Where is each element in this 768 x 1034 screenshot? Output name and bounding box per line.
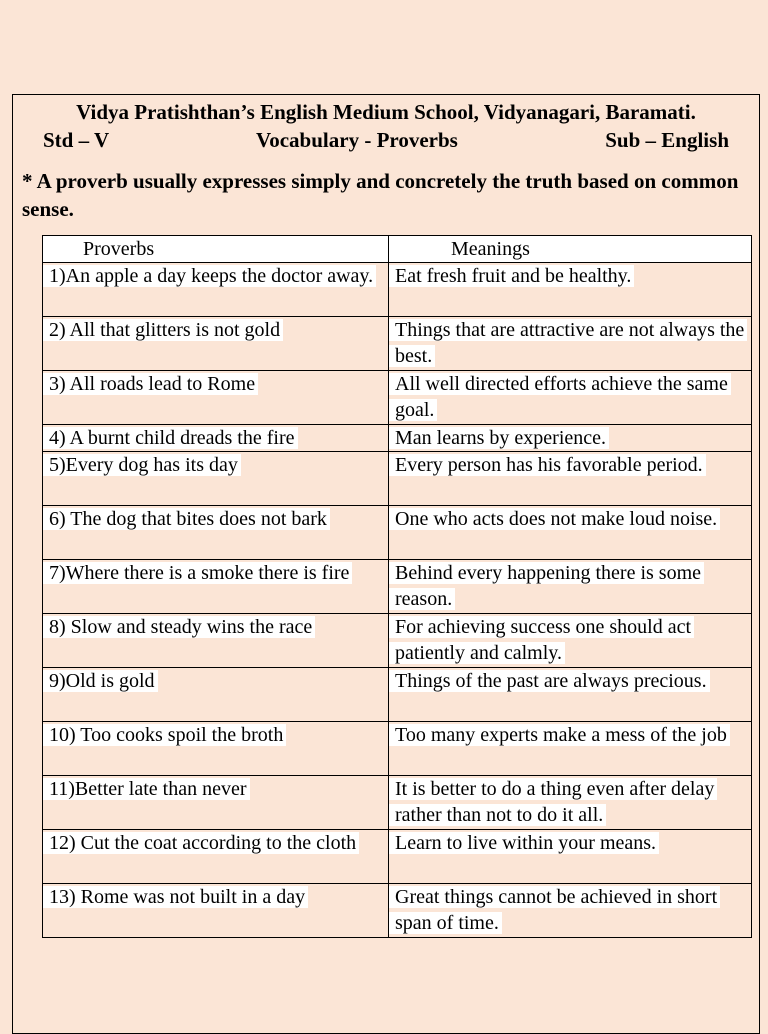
meaning-cell xyxy=(389,668,752,722)
proverb-text: 13) Rome was not built in a day xyxy=(43,886,308,908)
table-row xyxy=(43,317,752,371)
meaning-cell xyxy=(389,317,752,371)
proverbs-table xyxy=(42,235,752,938)
proverb-cell xyxy=(43,614,389,668)
proverb-text: 1)An apple a day keeps the doctor away. xyxy=(43,265,376,287)
proverb-text: 12) Cut the coat according to the cloth xyxy=(43,832,359,854)
proverb-cell xyxy=(43,263,389,317)
meaning-text: Things that are attractive are not always the best. xyxy=(389,319,747,367)
meaning-text: Great things cannot be achieved in short span of time. xyxy=(389,886,720,934)
intro-definition: * A proverb usually expresses simply and concretely the truth based on common sense. xyxy=(22,169,739,221)
proverb-text: 7)Where there is a smoke there is fire xyxy=(43,562,352,584)
meaning-text: For achieving success one should act patiently and calmly. xyxy=(389,616,694,664)
table-row xyxy=(43,668,752,722)
meaning-cell xyxy=(389,425,752,452)
meaning-text: One who acts does not make loud noise. xyxy=(389,508,720,530)
meaning-text: It is better to do a thing even after delay rather than not to do it all. xyxy=(389,778,717,826)
proverb-cell xyxy=(43,776,389,830)
subject-label: Sub – English xyxy=(605,128,729,152)
table-row xyxy=(43,884,752,938)
meaning-text: Too many experts make a mess of the job xyxy=(389,724,730,746)
column-header-proverbs-label: Proverbs xyxy=(83,238,155,260)
school-name: Vidya Pratishthan’s English Medium School, Vidyanagari, Baramati. xyxy=(76,100,696,124)
proverb-text: 5)Every dog has its day xyxy=(43,454,241,476)
proverb-text: 10) Too cooks spoil the broth xyxy=(43,724,286,746)
proverb-cell xyxy=(43,371,389,425)
table-row xyxy=(43,506,752,560)
table-row xyxy=(43,371,752,425)
meaning-cell xyxy=(389,371,752,425)
proverb-text: 2) All that glitters is not gold xyxy=(43,319,283,341)
table-header-row xyxy=(43,236,752,263)
table-row xyxy=(43,830,752,884)
table-row xyxy=(43,425,752,452)
proverb-text: 11)Better late than never xyxy=(43,778,250,800)
meaning-cell xyxy=(389,884,752,938)
meaning-text: Eat fresh fruit and be healthy. xyxy=(389,265,634,287)
table-row xyxy=(43,560,752,614)
subject-row xyxy=(13,127,759,153)
proverb-cell xyxy=(43,884,389,938)
meaning-text: Things of the past are always precious. xyxy=(389,670,710,692)
proverb-cell xyxy=(43,317,389,371)
meaning-cell xyxy=(389,263,752,317)
proverb-text: 3) All roads lead to Rome xyxy=(43,373,258,395)
table-row xyxy=(43,614,752,668)
column-header-proverbs xyxy=(43,236,389,263)
meaning-cell xyxy=(389,452,752,506)
standard-label: Std – V xyxy=(43,128,110,152)
proverb-text: 6) The dog that bites does not bark xyxy=(43,508,330,530)
meaning-cell xyxy=(389,830,752,884)
table-row xyxy=(43,263,752,317)
column-header-meanings-label: Meanings xyxy=(451,238,530,260)
meaning-text: All well directed efforts achieve the same goal. xyxy=(389,373,731,421)
meaning-text: Man learns by experience. xyxy=(389,427,609,449)
proverb-cell xyxy=(43,425,389,452)
meaning-cell xyxy=(389,722,752,776)
proverb-text: 8) Slow and steady wins the race xyxy=(43,616,315,638)
meaning-cell xyxy=(389,614,752,668)
worksheet xyxy=(12,94,760,1034)
proverb-cell xyxy=(43,830,389,884)
topic-label: Vocabulary - Proverbs xyxy=(256,128,458,152)
table-row xyxy=(43,776,752,830)
proverb-cell xyxy=(43,668,389,722)
proverb-cell xyxy=(43,560,389,614)
meaning-cell xyxy=(389,560,752,614)
meaning-cell xyxy=(389,776,752,830)
table-row xyxy=(43,722,752,776)
proverb-cell xyxy=(43,722,389,776)
proverb-cell xyxy=(43,506,389,560)
table-row xyxy=(43,452,752,506)
proverb-text: 4) A burnt child dreads the fire xyxy=(43,427,298,449)
column-header-meanings xyxy=(389,236,752,263)
meaning-text: Learn to live within your means. xyxy=(389,832,659,854)
meaning-text: Behind every happening there is some reason. xyxy=(389,562,704,610)
meaning-cell xyxy=(389,506,752,560)
meaning-text: Every person has his favorable period. xyxy=(389,454,706,476)
proverb-cell xyxy=(43,452,389,506)
proverb-text: 9)Old is gold xyxy=(43,670,158,692)
